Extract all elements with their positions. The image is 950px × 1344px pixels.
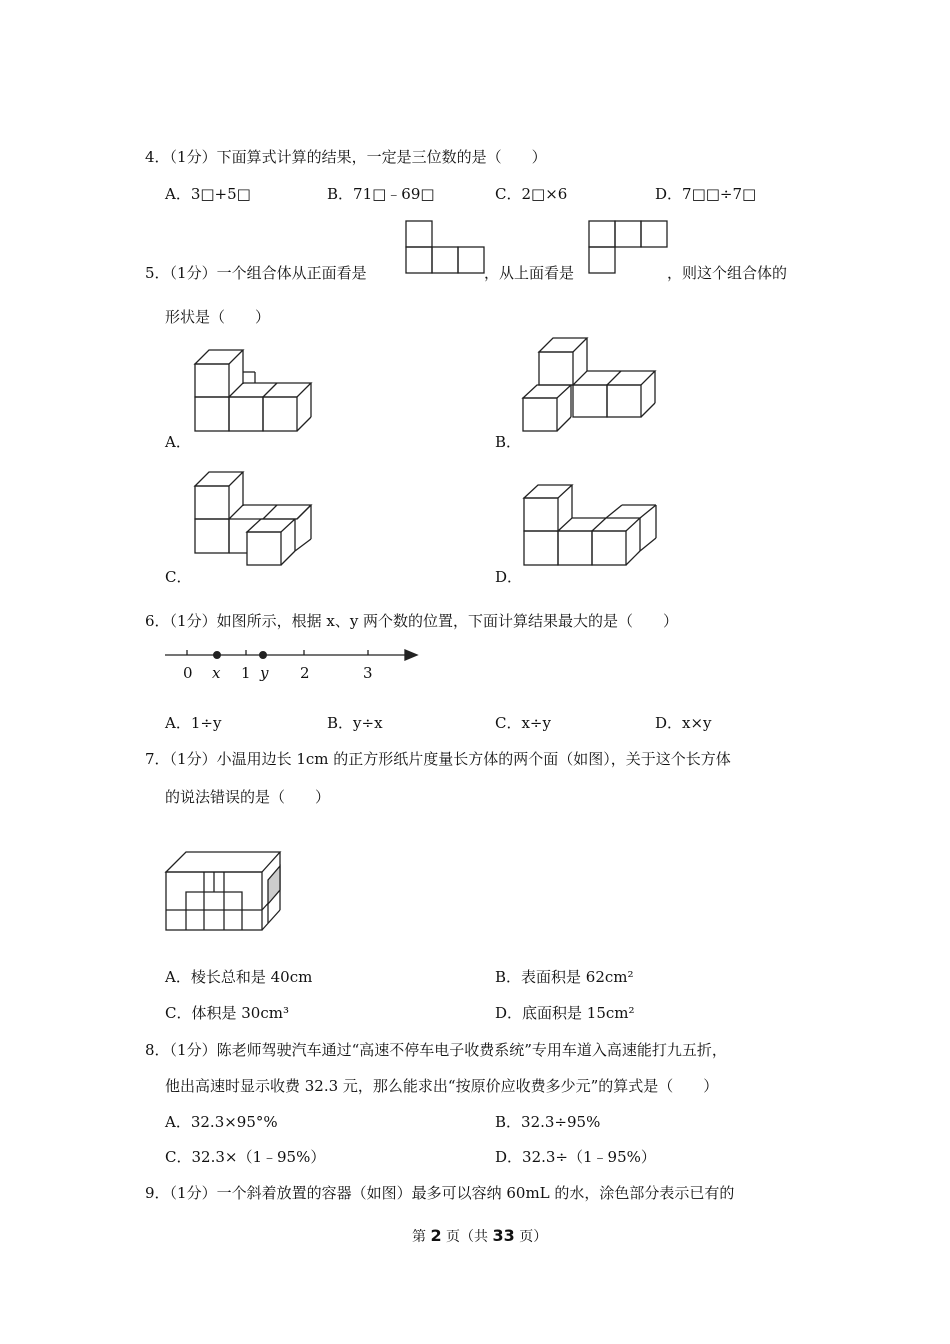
q4-option-b: B．71□﹣69□ <box>327 185 435 203</box>
axis-label-y: y <box>260 664 269 682</box>
q7-option-c: C．体积是 30cm³ <box>165 1004 289 1022</box>
q5-option-a-label: A． <box>165 433 191 451</box>
q5-stem-part2: ，从上面看是 <box>484 264 575 282</box>
q4-option-c: C．2□×6 <box>495 185 568 203</box>
q6-option-d: D．x×y <box>655 714 712 732</box>
q6-option-b: B．y÷x <box>327 714 383 732</box>
footer-pre: 第 <box>412 1229 426 1245</box>
q5-option-c-figure <box>193 470 318 560</box>
q9-stem: 9．（1分）一个斜着放置的容器（如图）最多可以容纳 60mL 的水，涂色部分表示已有的 <box>145 1184 735 1202</box>
q7-stem-line2: 的说法错误的是（ ） <box>165 788 331 806</box>
q6-option-c: C．x÷y <box>495 714 551 732</box>
q8-option-d: D．32.3÷（1﹣95%） <box>495 1148 656 1166</box>
q5-stem-part4: 形状是（ ） <box>165 308 271 326</box>
q8-option-a: A．32.3×95°% <box>165 1113 278 1131</box>
q5-option-c-label: C． <box>165 568 192 586</box>
axis-label-3: 3 <box>363 664 373 682</box>
q7-cuboid-figure <box>164 850 289 935</box>
q5-option-b-figure <box>521 336 661 436</box>
q8-option-c: C．32.3×（1﹣95%） <box>165 1148 326 1166</box>
q5-option-d-figure <box>522 484 662 569</box>
q6-stem: 6．（1分）如图所示，根据 x、y 两个数的位置，下面计算结果最大的是（ ） <box>145 612 679 630</box>
q7-option-b: B．表面积是 62cm² <box>495 968 634 986</box>
q8-stem-line1: 8．（1分）陈老师驾驶汽车通过“高速不停车电子收费系统”专用车道入高速能打九五折， <box>145 1041 727 1059</box>
q4-option-d: D．7□□÷7□ <box>655 185 757 203</box>
footer-total-pages: 33 <box>492 1226 515 1245</box>
axis-label-0: 0 <box>183 664 193 682</box>
q6-option-a: A．1÷y <box>165 714 222 732</box>
q5-front-view-figure <box>406 220 486 275</box>
q7-stem-line1: 7．（1分）小温用边长 1cm 的正方形纸片度量长方体的两个面（如图），关于这个长方体 <box>145 750 731 768</box>
footer-mid: 页（共 <box>446 1229 489 1245</box>
q6-number-line <box>165 645 420 685</box>
q5-option-a-figure <box>193 348 318 433</box>
q4-option-a: A．3□+5□ <box>165 185 251 203</box>
q8-stem-line2: 他出高速时显示收费 32.3 元，那么能求出“按原价应收费多少元”的算式是（ ） <box>165 1077 719 1095</box>
q7-option-d: D．底面积是 15cm² <box>495 1004 635 1022</box>
q7-option-a: A．棱长总和是 40cm <box>165 968 313 986</box>
axis-label-x: x <box>212 664 221 682</box>
q5-top-view-figure <box>589 220 669 275</box>
footer-post: 页） <box>519 1229 548 1245</box>
q8-option-b: B．32.3÷95% <box>495 1113 601 1131</box>
q5-option-b-label: B． <box>495 433 522 451</box>
axis-label-2: 2 <box>300 664 310 682</box>
page-footer <box>412 1226 547 1246</box>
q5-option-d-label: D． <box>495 568 523 586</box>
axis-label-1: 1 <box>241 664 251 682</box>
footer-page-number: 2 <box>430 1226 442 1245</box>
q5-stem-part1: 5．（1分）一个组合体从正面看是 <box>145 264 367 282</box>
q5-stem-part3: ，则这个组合体的 <box>667 264 788 282</box>
q4-stem: 4．（1分）下面算式计算的结果，一定是三位数的是（ ） <box>145 148 547 166</box>
